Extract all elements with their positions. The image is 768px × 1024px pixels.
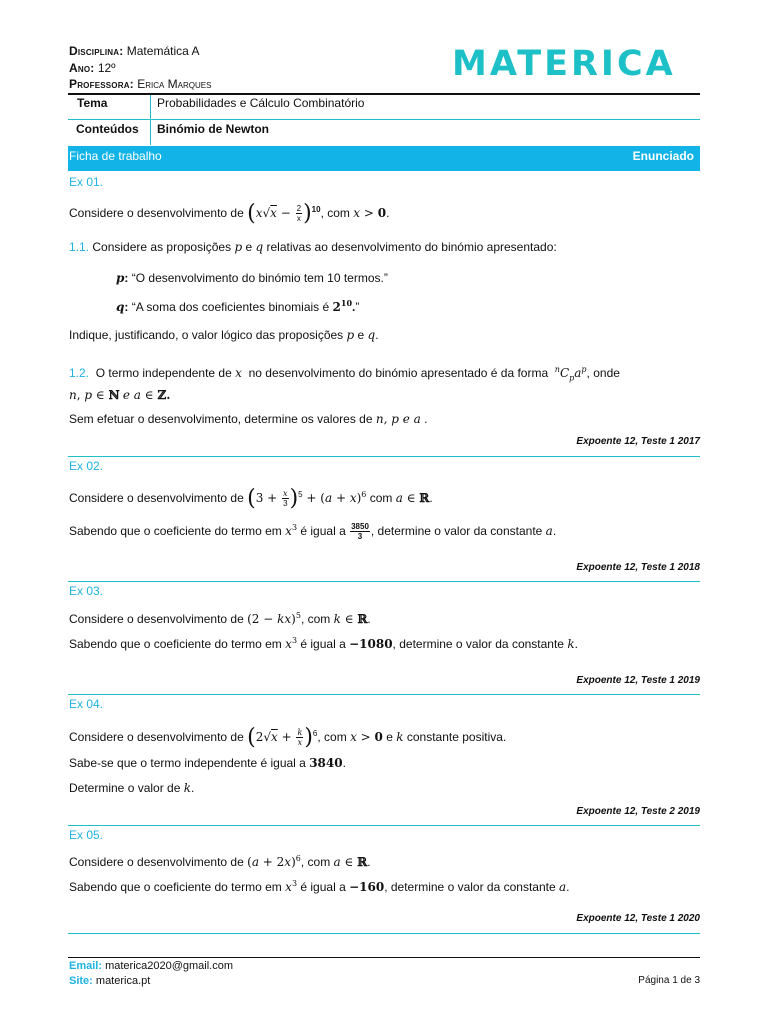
materica-logo: MATERICA (452, 44, 676, 84)
ex04-source: Expoente 12, Teste 2 2019 (576, 806, 700, 817)
ex01-q1: 1.1. Considere as proposições p e q relativas ao desenvolvimento do binómio apresentado: (69, 240, 557, 254)
ex05-intro: Considere o desenvolvimento de $(a + 2x)^6$, com a ∈ ℝ. (69, 854, 371, 869)
ex01-source: Expoente 12, Teste 1 2017 (576, 436, 700, 447)
ex05-sabendo: Sabendo que o coeficiente do termo em $x^3$ é igual a −160, determine o valor da constante a. (69, 879, 570, 894)
conteudos-label: Conteúdos (76, 122, 139, 136)
ex04-sabe-se: Sabe-se que o termo independente é igual a 3840. (69, 756, 346, 770)
band-right-label: Enunciado (632, 149, 694, 163)
footer-email: Email: materica2020@gmail.com (69, 960, 234, 972)
ex03-divider (68, 694, 700, 695)
ex03-title: Ex 03. (69, 584, 104, 598)
ex01-title: Ex 01. (69, 175, 104, 189)
site-link[interactable]: materica.pt (95, 975, 151, 987)
ex03-sabendo: Sabendo que o coeficiente do termo em $x^3$ é igual a −1080, determine o valor da constante k. (69, 636, 578, 651)
table-top-rule (68, 93, 700, 95)
ex05-source: Expoente 12, Teste 1 2020 (576, 913, 700, 924)
table-column-divider (150, 95, 151, 145)
ex03-intro: Considere o desenvolvimento de (2 − kx)$^5$, com k ∈ ℝ. (69, 611, 371, 626)
ex02-sabendo: Sabendo que o coeficiente do termo em $x^3$ é igual a $\frac{3850}{3}$ , determine o valor da constante a. (69, 522, 557, 542)
footer-rule (68, 957, 700, 958)
ex04-divider (68, 825, 700, 826)
email-link[interactable]: materica2020@gmail.com (105, 960, 234, 972)
ex02-title: Ex 02. (69, 459, 104, 473)
footer-site: Site: materica.pt (69, 975, 151, 987)
header-professora: Professora: Erica Marques (69, 77, 212, 91)
ex04-intro: Considere o desenvolvimento de (2√x + $\frac{k}{x}$ )$^6$, com x > 0 e k constante positiva. (69, 724, 507, 750)
worksheet-band (68, 146, 700, 171)
ex01-intro: Considere o desenvolvimento de (x√x − $\frac{2}{x}$ )$^{10}$, com x > 0. (69, 200, 390, 226)
tema-value: Probabilidades e Cálculo Combinatório (157, 96, 365, 110)
ex01-divider (68, 456, 700, 457)
ex01-sem-efetuar: Sem efetuar o desenvolvimento, determine os valores de n, p e a . (69, 412, 428, 426)
ex01-prop-p: p: “O desenvolvimento do binómio tem 10 termos.” (116, 271, 388, 285)
ex01-q2-domain: n, p ∈ ℕ e a ∈ ℤ. (69, 388, 171, 402)
ex01-q2: 1.2. O termo independente de x no desenvolvimento do binómio apresentado é da forma $^nC_pa^p$, onde (69, 365, 620, 383)
conteudos-value: Binómio de Newton (157, 122, 269, 136)
ex04-determine: Determine o valor de k. (69, 781, 195, 795)
ex03-source: Expoente 12, Teste 1 2019 (576, 675, 700, 686)
band-left-label: Ficha de trabalho (69, 149, 162, 163)
ex02-divider (68, 581, 700, 582)
ex05-title: Ex 05. (69, 828, 104, 842)
ex04-title: Ex 04. (69, 697, 104, 711)
ex02-intro: Considere o desenvolvimento de (3 + $\frac{x}{3}$ )$^5 + (a + x)^6$ com a ∈ ℝ. (69, 485, 433, 511)
ex02-source: Expoente 12, Teste 1 2018 (576, 562, 700, 573)
ex01-prop-q: q: “A soma dos coeficientes binomiais é $2^{10}$.” (116, 298, 360, 314)
page-number: Página 1 de 3 (638, 975, 700, 986)
table-row-divider (68, 119, 700, 120)
header-ano: Ano: 12º (69, 61, 116, 75)
ex01-indique: Indique, justificando, o valor lógico das proposições p e q. (69, 328, 379, 342)
tema-label: Tema (77, 96, 108, 110)
header-disciplina: Disciplina: Matemática A (69, 44, 200, 58)
ex05-divider (68, 933, 700, 934)
